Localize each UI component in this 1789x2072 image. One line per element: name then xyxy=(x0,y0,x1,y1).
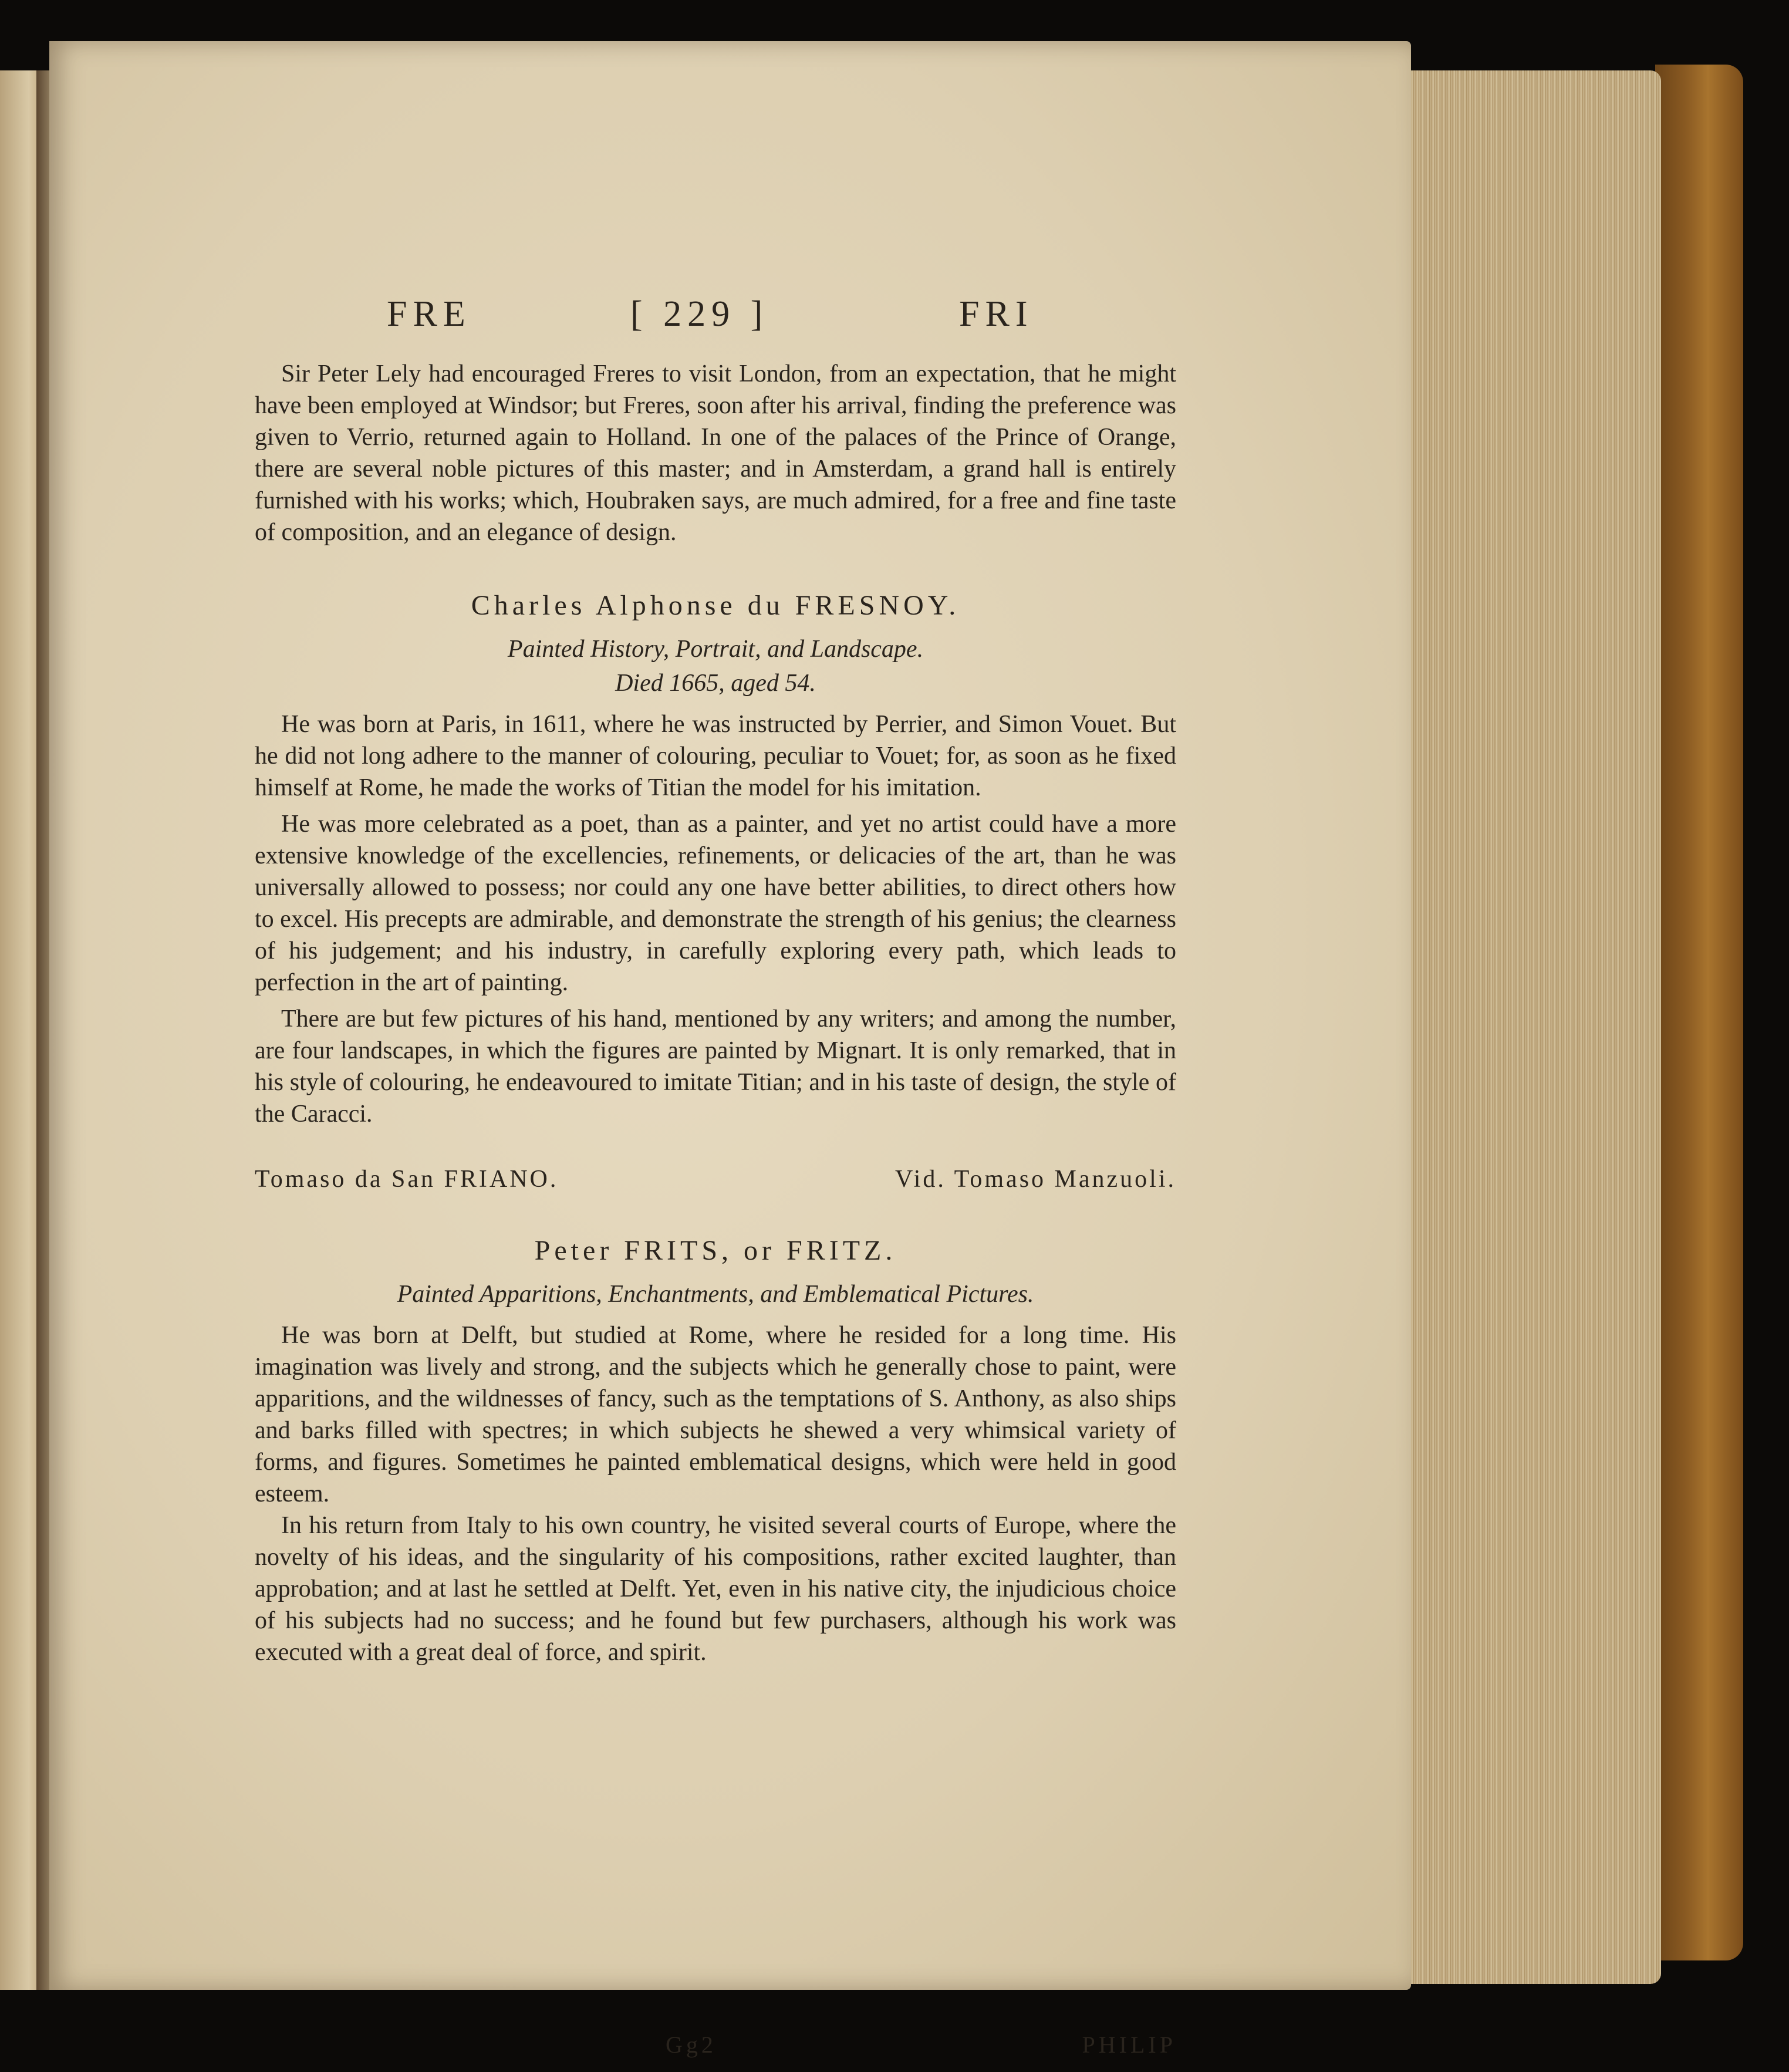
artist-dates-fresnoy: Died 1665, aged 54. xyxy=(615,670,816,697)
previous-page-edge xyxy=(0,70,41,1990)
artist-heading-fresnoy: Charles Alphonse du FRESNOY. xyxy=(471,590,960,621)
paragraph-fritz-2: In his return from Italy to his own country, he visited several courts of Europe, where the novelty of his ideas, and the singularity of his compositions, rather excited laughter, than approbation; and at last he settled at Delft. Yet, even in his native city, the injudicious choice of his subjects had no success; and he found but few purchasers, although his work was executed with a great deal of force, and spirit. xyxy=(255,1512,1176,1666)
artist-heading-fritz: Peter FRITS, or FRITZ. xyxy=(534,1235,897,1266)
artist-subtitle-fresnoy: Painted History, Portrait, and Landscape. xyxy=(507,636,924,663)
cross-reference xyxy=(255,1165,1176,1193)
paragraph-fresnoy-1: He was born at Paris, in 1611, where he was instructed by Perrier, and Simon Vouet. But he did not long adhere to the manner of colouring, peculiar to Vouet; for, as soon as he fixed himself at Rome, he made the works of Titian the model for his imitation. xyxy=(255,711,1176,801)
paragraph-fresnoy-2: He was more celebrated as a poet, than as a painter, and yet no artist could have a more extensive knowledge of the excellencies, refinements, or delicacies of the art, than he was universally allowed to possess; nor could any one have better abilities, to direct others how to excel. His precepts are admirable, and demonstrate the strength of his genius; the clearness of his judgement; and his industry, in carefully exploring every path, which leads to perfection in the art of painting. xyxy=(255,811,1176,996)
page-number: [ 229 ] xyxy=(630,294,769,334)
catchword: PHILIP xyxy=(1082,2031,1176,2058)
running-head-left: FRE xyxy=(387,294,471,334)
signature-mark: Gg2 xyxy=(666,2031,717,2058)
page-body xyxy=(255,358,1176,1668)
running-head xyxy=(255,293,1176,358)
running-head-right: FRI xyxy=(959,294,1034,334)
cross-reference-target: Vid. Tomaso Manzuoli. xyxy=(894,1166,1176,1193)
page-footer xyxy=(255,2031,1176,2072)
page-block-edges xyxy=(1409,70,1661,1984)
paragraph-freres: Sir Peter Lely had encouraged Freres to visit London, from an expectation, that he might have been employed at Windsor; but Freres, soon after his arrival, finding the preference was given to Verrio, returned again to Holland. In one of the palaces of the Prince of Orange, there are several noble pictures of this master; and in Amsterdam, a grand hall is entirely furnished with his works; which, Houbraken says, are much admired, for a free and fine taste of composition, and an elegance of design. xyxy=(255,360,1176,546)
paragraph-fritz-1: He was born at Delft, but studied at Rome, where he resided for a long time. His imagination was lively and strong, and the subjects which he generally chose to paint, were apparitions, and the wildnesses of fancy, such as the temptations of S. Anthony, as also ships and barks filled with spectres; in which subjects he shewed a very whimsical variety of forms, and figures. Sometimes he painted emblematical designs, which were held in good esteem. xyxy=(255,1322,1176,1507)
book-cover-edge xyxy=(1655,65,1743,1960)
artist-subtitle-fritz: Painted Apparitions, Enchantments, and Emblematical Pictures. xyxy=(397,1281,1034,1308)
book-page xyxy=(49,41,1411,2058)
paragraph-fresnoy-3: There are but few pictures of his hand, mentioned by any writers; and among the number, are four landscapes, in which the figures are painted by Mignart. It is only remarked, that in his style of colouring, he endeavoured to imitate Titian; and in his taste of design, the style of the Caracci. xyxy=(255,1005,1176,1128)
cross-reference-entry: Tomaso da San FRIANO. xyxy=(255,1166,559,1193)
